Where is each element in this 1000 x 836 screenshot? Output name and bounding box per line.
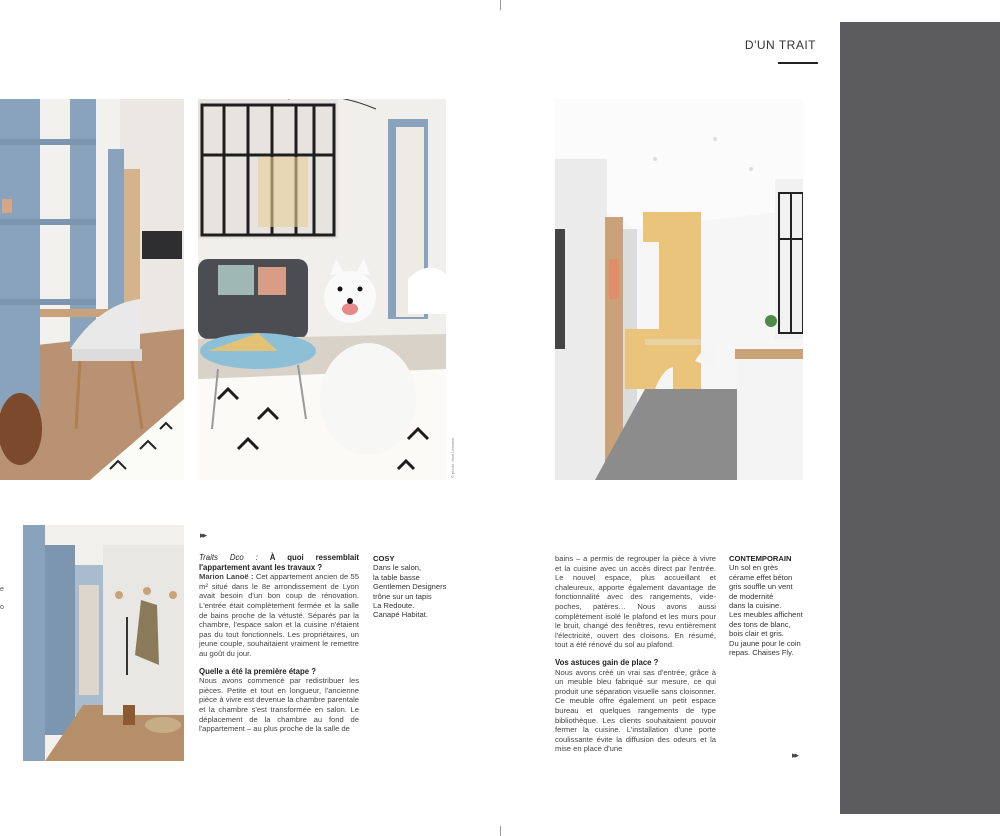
caption-line: dans la cuisine.	[729, 601, 782, 611]
cropped-text-stub: e	[0, 586, 4, 593]
caption-line: Dans le salon,	[373, 563, 422, 573]
question-2: Quelle a été la première étape ?	[199, 666, 317, 676]
caption-cosy	[373, 554, 483, 620]
page-edge-band	[840, 22, 1000, 814]
caption-line: trône sur un tapis	[373, 591, 432, 601]
cropped-text-stub: o	[0, 604, 4, 611]
caption-line: Un sol en grès	[729, 563, 778, 573]
caption-line: Gentlemen Designers	[373, 582, 447, 592]
gutter-mark-top	[500, 0, 501, 10]
caption-contemporain	[729, 554, 837, 657]
caption-line: des tons de blanc,	[729, 619, 791, 629]
caption-contemporain-title: CONTEMPORAIN	[729, 554, 792, 563]
caption-line: de modernité	[729, 591, 774, 601]
answer-2-continued: bains – a permis de regrouper la pièce à vivre et la cuisine avec un accès direct par l'entrée. Le nouvel espace, plus accueillant et chaleureux, apporte également davantage de fonctionnalité avec des rangements, vide-poches, patères… Nous avons aussi complètement isolé le plafond et les murs pour le bruit, changé des fenêtres, revu entièrement l'électricité, ouvert des cloisons. En résumé, tout a été rénové du sol au plafond.	[555, 554, 716, 650]
section-label: D'UN TRAIT	[744, 38, 816, 52]
caption-line: gris souffle un vent	[729, 582, 793, 592]
answer-2: Nous avons commencé par redistribuer les pièces. Petite et tout en longueur, l'ancienne pièce à vivre est devenue la chambre parentale et la chambre s'est transformée en salon. Le déplacement de la chambre au fond de l'appartement – au plus proche de la salle de	[199, 676, 359, 734]
photo-living-dog	[198, 99, 446, 480]
photo-living-left-image	[0, 99, 184, 480]
gutter-mark-bottom	[500, 826, 501, 836]
question-3: Vos astuces gain de place ?	[555, 657, 659, 667]
caption-line: Canapé Habitat.	[373, 610, 428, 620]
answer-3: Nous avons créé un vrai sas d'entrée, grâce à un meuble bleu fabriqué sur mesure, ce qui produit une séparation visuelle sans cloisonner. Ce meuble offre également un petit espace bureau et quelques rangements de type bibliothèque. Les clients souhaitaient pouvoir fermer la cuisine. L'installation d'une porte coulissante évite la diffusion des odeurs et la mise en place d'une	[555, 667, 716, 754]
caption-line: bois clair et gris.	[729, 629, 784, 639]
question-1: Traits Dco : À quoi ressemblait l'appartement avant les travaux ?	[199, 553, 359, 572]
section-rule	[778, 62, 818, 64]
photo-credit: © photo: Mon Lemoine	[450, 437, 455, 478]
caption-line: repas. Chaises Fly.	[729, 648, 794, 658]
photo-entry-image	[23, 525, 184, 761]
photo-kitchen	[555, 99, 803, 480]
caption-line: La Redoute.	[373, 601, 415, 611]
caption-line: la table basse	[373, 572, 420, 582]
caption-line: Les meubles affichent	[729, 610, 803, 620]
photo-entry	[23, 525, 184, 761]
caption-line: Du jaune pour le coin	[729, 638, 801, 648]
photo-kitchen-image	[555, 99, 803, 480]
continue-arrows-right: ▸▸	[792, 750, 798, 760]
answer-1: Marion Lanoë : Cet appartement ancien de 55 m² situé dans le 8e arrondissement de Lyon avait besoin d'un bon coup de rénovation. L'entrée était complètement fermée et la salle de bains proche de la vétusté. Séparés par la chambre, l'espace salon et la cuisine n'étaient pas du tout fonctionnels. Les propriétaires, un jeune couple, souhaitaient vraiment le remettre au goût du jour.	[199, 572, 359, 658]
article-column-2	[555, 554, 716, 754]
photo-living-left	[0, 99, 184, 480]
continue-arrows-left: ▸▸	[200, 530, 206, 540]
caption-line: cérame effet béton	[729, 572, 793, 582]
photo-living-dog-image	[198, 99, 446, 480]
caption-cosy-title: COSY	[373, 554, 395, 563]
article-column-1	[199, 553, 359, 734]
